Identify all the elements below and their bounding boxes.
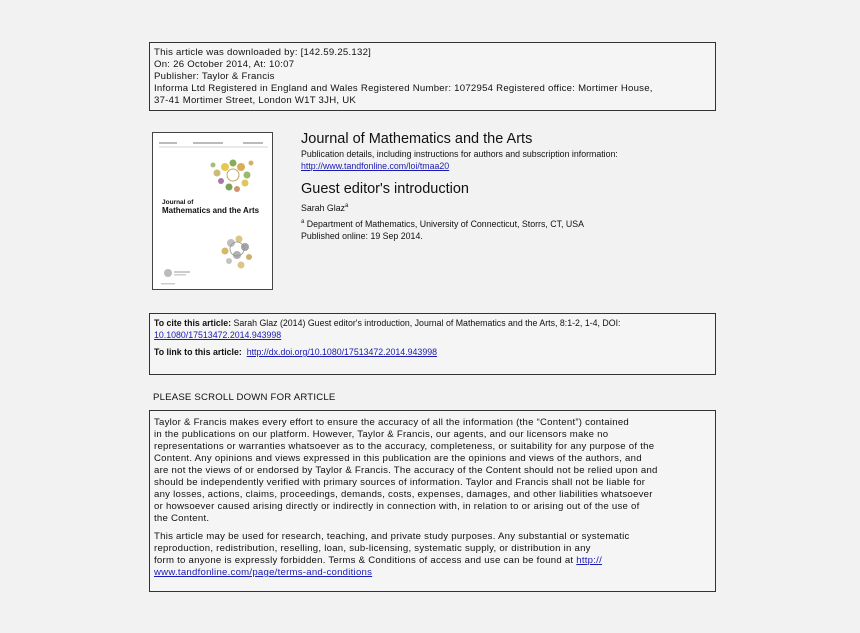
affiliation-marker: a [301, 219, 305, 226]
disclaimer-line: reproduction, redistribution, reselling, loan, sub-licensing, systematic supply, or distribution in any [154, 543, 591, 554]
disclaimer-line [154, 555, 711, 567]
disclaimer-line: Content. Any opinions and views expressed in this publication are the opinions and views of the authors, and [154, 453, 642, 464]
scroll-notice: PLEASE SCROLL DOWN FOR ARTICLE [153, 392, 336, 403]
disclaimer-line: Taylor & Francis makes every effort to ensure the accuracy of all the information (the “Content”) contained [154, 417, 630, 428]
terms-url-link-part1[interactable]: http:// [576, 555, 603, 566]
disclaimer-paragraph-1 [154, 417, 711, 525]
link-label: To link to this article: [154, 347, 242, 357]
disclaimer-line: the Content. [154, 513, 210, 524]
download-notice-box [149, 42, 716, 111]
disclaimer-line: or howsoever caused arising directly or indirectly in connection with, in relation to or arising out of the use of [154, 501, 640, 512]
published-date: Published online: 19 Sep 2014. [301, 230, 423, 241]
disclaimer-line: This article may be used for research, teaching, and private study purposes. Any substantial or systematic [154, 531, 630, 542]
journal-url-link[interactable]: http://www.tandfonline.com/loi/tmaa20 [301, 160, 450, 171]
cover-title-line: Journal of [162, 199, 194, 206]
cite-label: To cite this article: [154, 318, 232, 328]
author-name: Sarah Glaz [301, 202, 346, 213]
affiliation-line [301, 217, 731, 230]
disclaimer-line: are not the views of or endorsed by Taylor & Francis. The accuracy of the Content should not be relied upon and [154, 465, 658, 476]
disclaimer-line: representations or warranties whatsoever as to the accuracy, completeness, or suitability for any purpose of the [154, 441, 655, 452]
article-url-link[interactable]: http://dx.doi.org/10.1080/17513472.2014.943998 [246, 347, 437, 357]
cover-title-line: Mathematics and the Arts [162, 206, 260, 215]
disclaimer-line: in the publications on our platform. However, Taylor & Francis, our agents, and our licensors make no [154, 429, 609, 440]
article-title: Guest editor's introduction [301, 181, 469, 197]
article-info [301, 129, 731, 242]
download-line: On: 26 October 2014, At: 10:07 [154, 59, 295, 70]
terms-url-link-part2[interactable]: www.tandfonline.com/page/terms-and-conditions [154, 567, 373, 578]
download-line: This article was downloaded by: [142.59.25.132] [154, 47, 372, 58]
affiliation: Department of Mathematics, University of Connecticut, Storrs, CT, USA [304, 219, 584, 230]
doi-link[interactable]: 10.1080/17513472.2014.943998 [154, 329, 282, 340]
download-line: Informa Ltd Registered in England and Wales Registered Number: 1072954 Registered office: Mortimer House, [154, 83, 653, 94]
journal-cover-image [152, 132, 273, 290]
cite-line [154, 318, 711, 330]
publication-details: Publication details, including instructions for authors and subscription information: [301, 149, 618, 159]
disclaimer-paragraph-2 [154, 531, 711, 579]
download-line: Publisher: Taylor & Francis [154, 71, 275, 82]
author-line [301, 201, 731, 214]
journal-title: Journal of Mathematics and the Arts [301, 131, 533, 147]
citation-box [149, 313, 716, 375]
author-affiliation-marker: a [345, 203, 349, 209]
download-line: 37-41 Mortimer Street, London W1T 3JH, UK [154, 95, 357, 106]
disclaimer-text: form to anyone is expressly forbidden. Terms & Conditions of access and use can be found at [154, 555, 577, 566]
link-line [154, 347, 711, 359]
disclaimer-line: any losses, actions, claims, proceedings, demands, costs, expenses, damages, and other liabilities whatsoever [154, 489, 653, 500]
disclaimer-box [149, 410, 716, 592]
cite-text: Sarah Glaz (2014) Guest editor's introduction, Journal of Mathematics and the Arts, 8:1-2, 1-4, DOI: [231, 318, 621, 328]
cover-title [162, 199, 259, 215]
disclaimer-line: should be independently verified with primary sources of information. Taylor and Francis shall not be liable for [154, 477, 646, 488]
